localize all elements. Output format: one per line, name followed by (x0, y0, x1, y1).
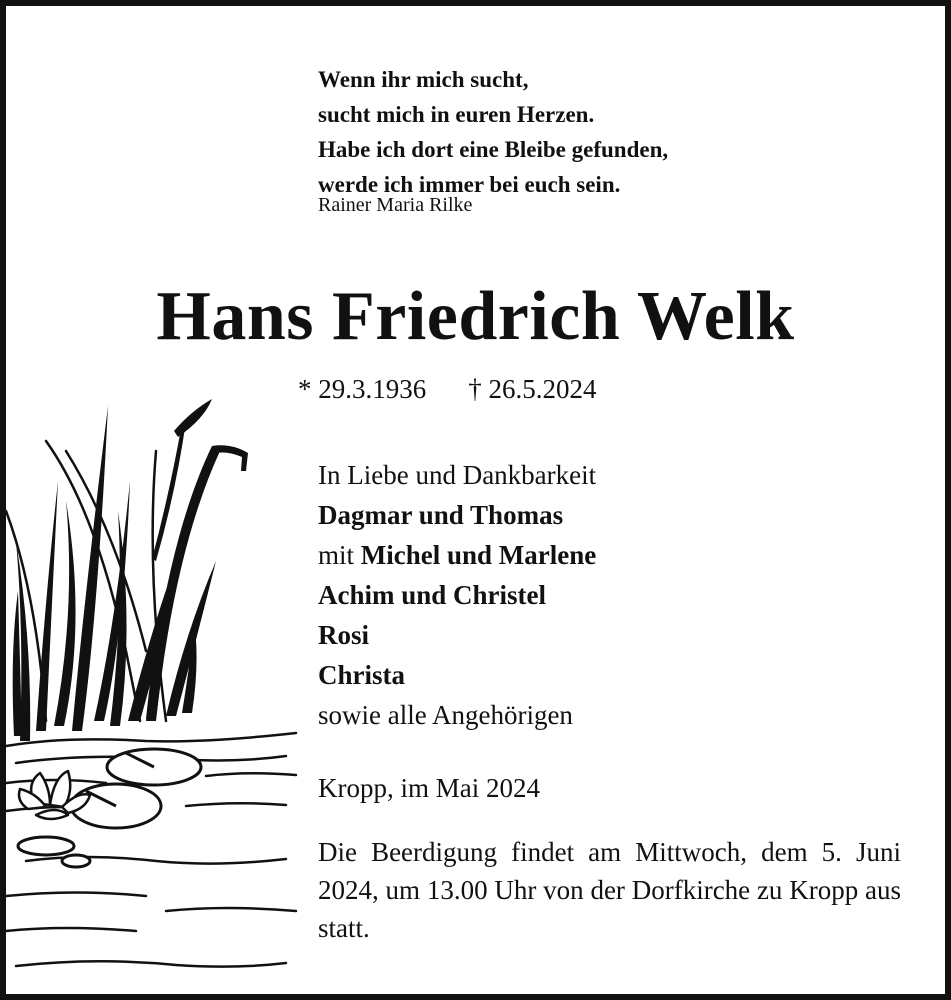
mourner-line: Rosi (318, 620, 370, 650)
birth-date: * 29.3.1936 (298, 374, 427, 404)
mourner-line: Christa (318, 660, 405, 690)
mourner-line (318, 535, 596, 575)
mourner-line: Dagmar und Thomas (318, 500, 564, 530)
life-dates (298, 374, 597, 405)
mourner-names: Michel und Marlene (360, 540, 597, 570)
poem-line: Wenn ihr mich sucht, (318, 67, 529, 92)
mourners-intro: In Liebe und Dankbarkeit (318, 460, 597, 490)
poem-author: Rainer Maria Rilke (318, 194, 473, 216)
poem-line: werde ich immer bei euch sein. (318, 172, 621, 197)
poem (318, 62, 668, 202)
reeds-water-lily-illustration (6, 391, 306, 991)
mourners-list (318, 455, 596, 735)
mourner-line: Achim und Christel (318, 580, 547, 610)
mourner-prefix: mit (318, 540, 361, 570)
mourners-closing: sowie alle Angehörigen (318, 700, 573, 730)
place-date: Kropp, im Mai 2024 (318, 773, 540, 803)
poem-line: sucht mich in euren Herzen. (318, 102, 595, 127)
deceased-name: Hans Friedrich Welk (156, 278, 795, 355)
death-date: † 26.5.2024 (468, 374, 597, 404)
poem-line: Habe ich dort eine Bleibe gefunden, (318, 137, 669, 162)
funeral-notice: Die Beerdigung findet am Mittwoch, dem 5. Juni 2024, um 13.00 Uhr von der Dorfkirche zu Kropp aus statt. (318, 837, 901, 943)
